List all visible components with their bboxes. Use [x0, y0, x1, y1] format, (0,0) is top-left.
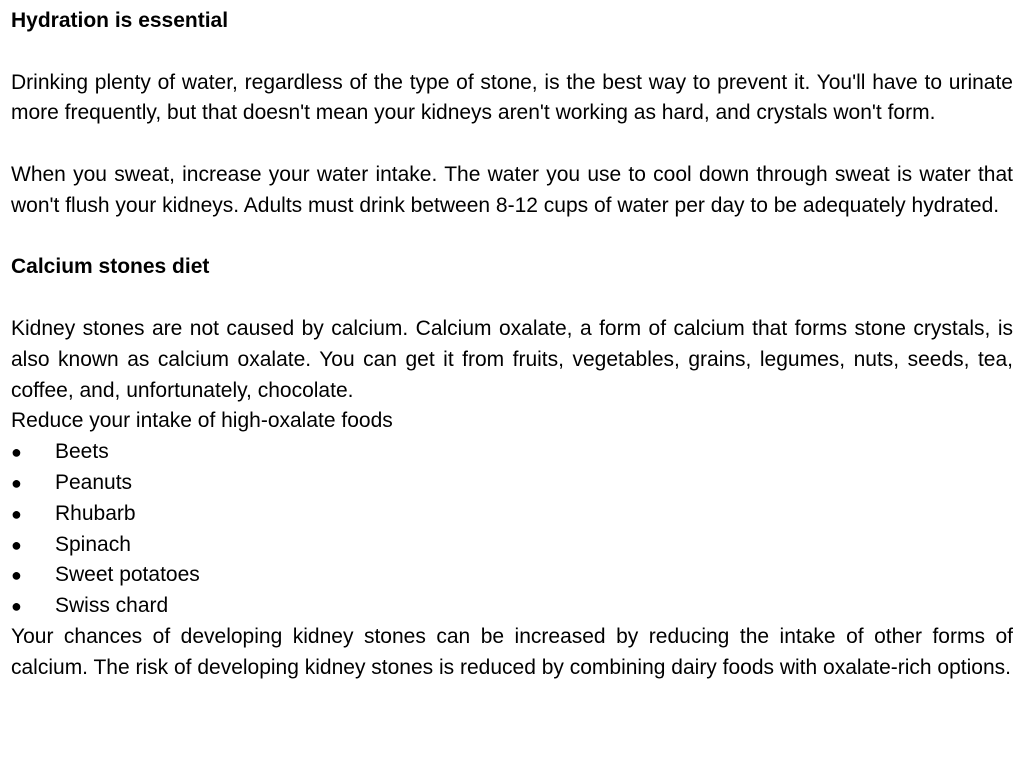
list-item-label: Swiss chard — [55, 594, 169, 618]
list-item-label: Beets — [55, 440, 109, 464]
list-item — [11, 499, 1013, 530]
bullet-icon: ● — [11, 534, 22, 555]
list-item — [11, 530, 1013, 561]
calcium-heading: Calcium stones diet — [11, 255, 210, 279]
bullet-icon: ● — [11, 596, 22, 617]
bullet-icon: ● — [11, 442, 22, 463]
calcium-paragraph-2: Your chances of developing kidney stones can be increased by reducing the intake of other forms of calcium. The risk of developing kidney stones is reduced by combining dairy foods with oxalate-rich options. — [11, 624, 1013, 679]
list-item-label: Rhubarb — [55, 501, 136, 525]
document-page — [11, 6, 1013, 768]
hydration-heading: Hydration is essential — [11, 9, 229, 32]
list-item — [11, 437, 1013, 468]
list-item — [11, 468, 1013, 499]
bullet-icon: ● — [11, 472, 22, 493]
list-item — [11, 591, 1013, 622]
spacer — [11, 222, 1013, 253]
spacer — [11, 129, 1013, 160]
spacer — [11, 283, 1013, 314]
list-item-label: Sweet potatoes — [55, 563, 200, 587]
bullet-icon: ● — [11, 503, 22, 524]
high-oxalate-food-list — [11, 437, 1013, 622]
calcium-paragraph-1: Kidney stones are not caused by calcium. Calcium oxalate, a form of calcium that forms stone crystals, is also known as calcium oxalate. You can get it from fruits, vegetables, grains, legumes, nuts, seeds, tea, coffee, and, unfortunately, chocolate. — [11, 316, 1013, 402]
spacer — [11, 37, 1013, 68]
hydration-paragraph-2: When you sweat, increase your water intake. The water you use to cool down through sweat is water that won't flush your kidneys. Adults must drink between 8-12 cups of water per day to be adequately hydrated. — [11, 162, 1013, 217]
hydration-paragraph-1: Drinking plenty of water, regardless of the type of stone, is the best way to prevent it. You'll have to urinate more frequently, but that doesn't mean your kidneys aren't working as hard, and crystals won't form. — [11, 70, 1013, 125]
list-item-label: Peanuts — [55, 470, 133, 494]
list-intro: Reduce your intake of high-oxalate foods — [11, 409, 393, 433]
bullet-icon: ● — [11, 565, 22, 586]
list-item-label: Spinach — [55, 532, 131, 556]
list-item — [11, 560, 1013, 591]
